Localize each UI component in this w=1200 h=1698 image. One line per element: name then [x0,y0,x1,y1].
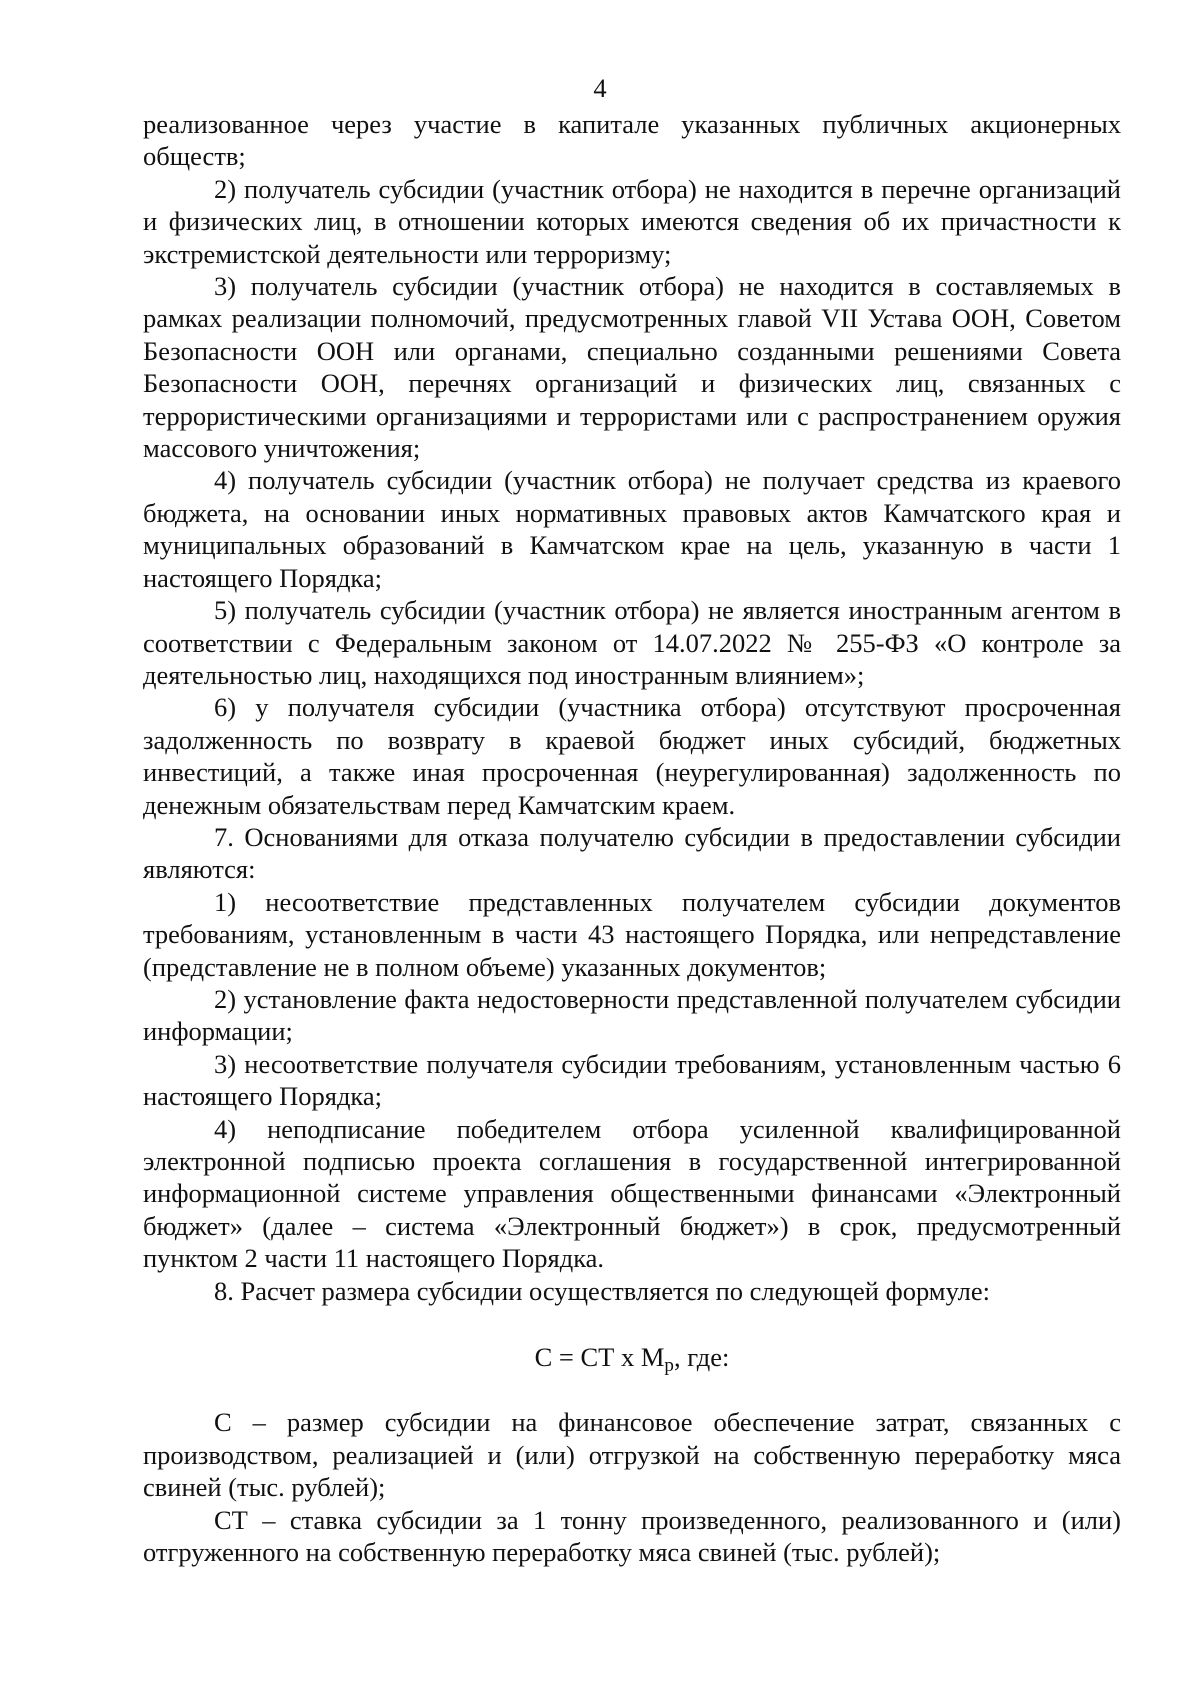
formula-main: С = СТ х М [534,1342,665,1373]
paragraph: 2) получатель субсидии (участник отбора) не находится в перечне организаций и физических лиц, в отношении которых имеются сведения об их причастности к экстремистской деятельности или терроризму; [143,173,1121,269]
page-number: 4 [593,73,607,103]
formula [143,1341,1121,1376]
document-body [143,108,1121,1568]
paragraph: С – размер субсидии на финансовое обеспечение затрат, связанных с производством, реализацией и (или) отгрузкой на собственную переработку мяса свиней (тыс. рублей); [143,1407,1121,1503]
paragraph: 4) получатель субсидии (участник отбора) не получает средства из краевого бюджета, на основании иных нормативных правовых актов Камчатского края и муниципальных образований в Камчатском крае на цель, указанную в части 1 настоящего Порядка; [143,465,1121,593]
paragraph: 5) получатель субсидии (участник отбора) не является иностранным агентом в соответствии с Федеральным законом от 14.07.2022 № 255-ФЗ «О контроле за деятельностью лиц, находящихся под иностранным влиянием»; [143,595,1121,690]
paragraph: 1) несоответствие представленных получателем субсидии документов требованиям, установленным в части 43 настоящего Порядка, или непредставление (представление не в полном объеме) указанных документов; [143,886,1121,982]
paragraph: 7. Основаниями для отказа получателю субсидии в предоставлении субсидии являются: [143,821,1121,885]
paragraph: 3) несоответствие получателя субсидии требованиям, установленным частью 6 настоящего Порядка; [143,1048,1121,1112]
paragraph: реализованное через участие в капитале указанных публичных акционерных обществ; [143,109,1121,172]
paragraph: 3) получатель субсидии (участник отбора) не находится в составляемых в рамках реализации полномочий, предусмотренных главой VII Устава ООН, Советом Безопасности ООН или органами, специально созданными решениями Совета Безопасности ООН, перечнях организаций и физических лиц, связанных с террористическими организациями и террористами или с распространением оружия массового уничтожения; [143,271,1121,464]
paragraph: 6) у получателя субсидии (участника отбора) отсутствуют просроченная задолженность по возврату в краевой бюджет иных субсидий, бюджетных инвестиций, а также иная просроченная (неурегулированная) задолженность по денежным обязательствам перед Камчатским краем. [143,692,1121,820]
paragraph: 8. Расчет размера субсидии осуществляется по следующей формуле: [214,1275,991,1306]
paragraph: СТ – ставка субсидии за 1 тонну произведенного, реализованного и (или) отгруженного на собственную переработку мяса свиней (тыс. рублей); [143,1504,1121,1568]
paragraph: 2) установление факта недостоверности представленной получателем субсидии информации; [143,983,1121,1047]
formula-tail: , где: [673,1342,730,1373]
formula-subscript: р [664,1354,674,1376]
paragraph: 4) неподписание победителем отбора усиленной квалифицированной электронной подписью проекта соглашения в государственной интегрированной информационной системе управления общественными финансами «Электронный бюджет» (далее – система «Электронный бюджет») в срок, предусмотренный пунктом 2 части 11 настоящего Порядка. [143,1113,1121,1274]
